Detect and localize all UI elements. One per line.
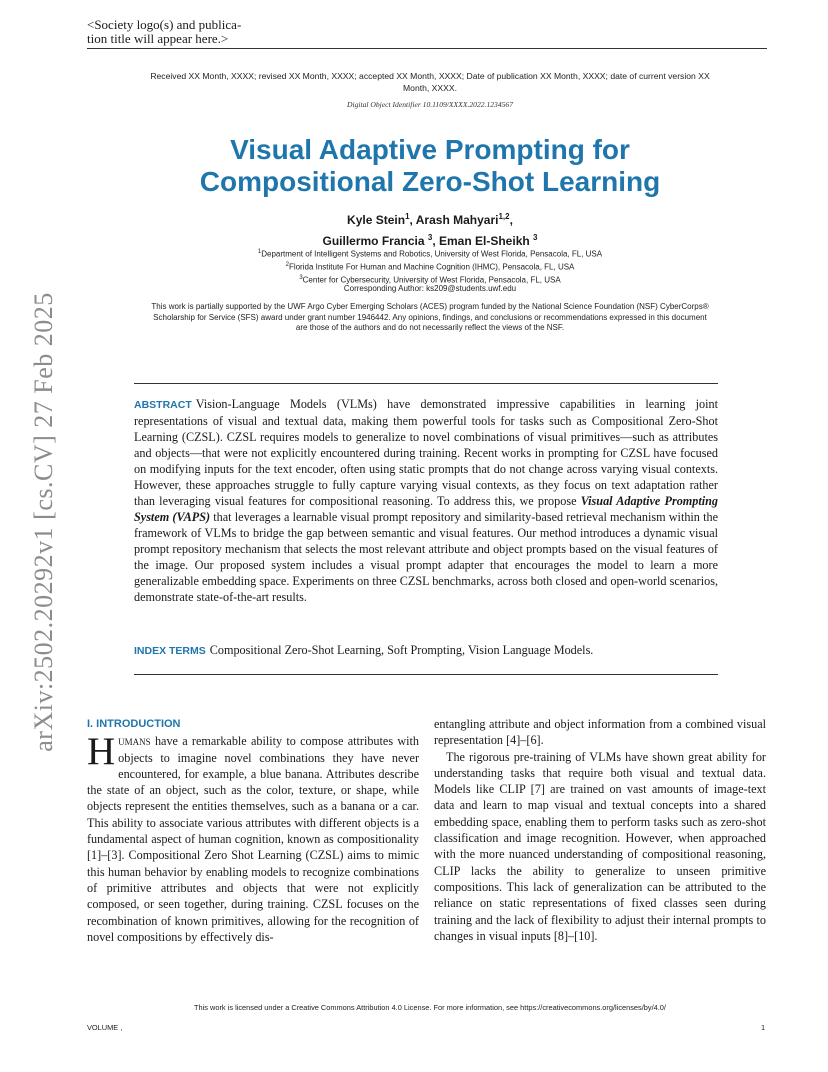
intro-paragraph: The rigorous pre-training of VLMs have shown great ability for understanding tasks that require both visual and textual data. Models like CLIP [7] are trained on vast amounts of image-text data and learn to map visual and textual concepts into a shared embedding space, enabling them to perform tasks such as zero-shot classification and image recognition. However, when approached with the more nuanced understanding of compositional reasoning, CLIP lacks the ability to generalize to unseen primitive compositions. This lack of generalization can be attributed to the reliance on static representations of fixed classes seen during training and the lack of flexibility to adjust their internal prompts to changes in visual inputs [8]–[10]. (434, 749, 766, 943)
author-name: Eman El-Sheikh (439, 234, 534, 248)
society-logo-placeholder (87, 18, 337, 46)
index-terms-text: Compositional Zero-Shot Learning, Soft Prompting, Vision Language Models. (209, 643, 594, 657)
society-line: tion title will appear here.> (87, 31, 229, 46)
society-line: <Society logo(s) and publica- (87, 17, 242, 32)
abstract-text-cont: that leverages a learnable visual prompt repository and similarity-based retrieval mechanism within the framework of VLMs to bridge the gap between semantic and visual features. Our method introduces a dynamic visual prompt repository mechanism that selects the most relevant attribute and object prompts based on the visual features of the image. Our proposed system includes a visual prompt adapter that encourages the model to learn a more generalizable embedding space. Experiments on three CZSL benchmarks, across both closed and open-world scenarios, demonstrate state-of-the-art results. (134, 510, 718, 604)
affiliation-mark: 1 (257, 249, 262, 255)
intro-text: have a remarkable ability to compose attributes with objects to imagine novel combinations they have never encountered, for example, a blue banana. Attributes describe the state of an object, such as the color, texture, or shape, while objects represent the entities themselves, such as a banana or a car. This ability to associate various attributes with different objects is a fundamental aspect of human cognition, known as compositionality [1]–[3]. Compositional Zero Shot Learning (CZSL) aims to mimic this human behavior by enabling models to recognize combinations of primitive attributes and objects that were not explicitly composed, or seen together, during training. CZSL focuses on the recombination of known primitives, allowing for the recognition of novel compositions by effectively dis- (87, 734, 419, 944)
abstract (134, 396, 718, 605)
intro-right-column (434, 716, 766, 944)
affiliation-text: Department of Intelligent Systems and Robotics, University of West Florida, Pensacola, FL, USA (261, 249, 603, 259)
author-sep: , (509, 213, 513, 227)
title-line: Compositional Zero-Shot Learning (199, 166, 661, 197)
author-affil: 3 (427, 233, 433, 242)
affiliation (150, 247, 710, 260)
doi: Digital Object Identifier 10.1109/XXXX.2022.1234567 (346, 100, 514, 109)
author-affil: 1 (405, 212, 410, 221)
abstract-text: Vision-Language Models (VLMs) have demonstrated impressive capabilities in learning joint representations of visual and textual data, making them powerful tools for tasks such as Compositional Zero-Shot Learning (CZSL). CZSL requires models to generalize to novel combinations of visual primitives—such as attributes and objects—that were not explicitly encountered during training. Recent works in prompting for CZSL have focused on modifying inputs for the text encoder, often using static prompts that do not change across varying visual contexts. However, these approaches struggle to fully capture varying visual contexts, as they focus on text adaptation rather than leveraging visual features for compositional reasoning. To address this, we propose (134, 397, 718, 508)
drop-cap: H (87, 730, 116, 774)
intro-smallcaps: umans (118, 734, 151, 749)
author-name: Kyle Stein (347, 213, 406, 227)
abstract-label: ABSTRACT (134, 399, 192, 411)
author-sep: , (432, 234, 439, 248)
page-number: 1 (761, 1023, 766, 1032)
authors (150, 208, 710, 250)
index-terms (134, 642, 718, 659)
author-name: Arash Mahyari (415, 213, 499, 227)
intro-paragraph: entangling attribute and object information from a combined visual representation [4]–[6]. (434, 717, 766, 748)
author-affil: 1,2 (498, 212, 510, 221)
intro-left-column (87, 716, 419, 945)
funding-note: This work is partially supported by the UWF Argo Cyber Emerging Scholars (ACES) program funded by the National Science Foundation (NSF) CyberCorps® Scholarship for Service (SFS) award under grant number 1946442. Any opinions, findings, and conclusions or recommendations expressed in this document are those of the authors and do not necessarily reflect the views of the NSF. (151, 302, 709, 333)
affiliation-text: Florida Institute For Human and Machine Cognition (IHMC), Pensacola, FL, USA (288, 262, 575, 272)
author-sep: , (409, 213, 416, 227)
paper-title (100, 134, 760, 198)
affiliation (150, 260, 710, 273)
affiliation-mark: 3 (299, 275, 303, 282)
received-dates: Received XX Month, XXXX; revised XX Month, XXXX; accepted XX Month, XXXX; Date of publication XX Month, XXXX; date of current version XX Month, XXXX. (150, 71, 710, 93)
abstract-emphasis: Visual Adaptive Prompting System (VAPS) (134, 494, 718, 524)
author-affil: 3 (533, 233, 538, 242)
abstract-rule-bottom (134, 674, 718, 675)
title-line: Visual Adaptive Prompting for (230, 134, 630, 165)
header-rule (87, 48, 767, 49)
intro-paragraph (87, 730, 419, 945)
license-note: This work is licensed under a Creative Commons Attribution 4.0 License. For more information, see https://creativecommons.org/licenses/by/4.0/ (194, 1003, 666, 1012)
arxiv-stamp-text: arXiv:2502.20292v1 [cs.CV] 27 Feb 2025 (29, 292, 58, 752)
affiliation-text: Center for Cybersecurity, University of West Florida, Pensacola, FL, USA (302, 275, 561, 285)
abstract-rule-top (134, 383, 718, 384)
section-heading: I. INTRODUCTION (87, 718, 181, 730)
corresponding-author: Corresponding Author: ks209@students.uwf.edu (343, 284, 517, 293)
affiliation-mark: 2 (285, 262, 289, 269)
affiliations (150, 247, 710, 286)
index-terms-label: INDEX TERMS (134, 645, 206, 657)
volume-label: VOLUME , (87, 1023, 123, 1032)
author-name: Guillermo Francia (322, 234, 428, 248)
